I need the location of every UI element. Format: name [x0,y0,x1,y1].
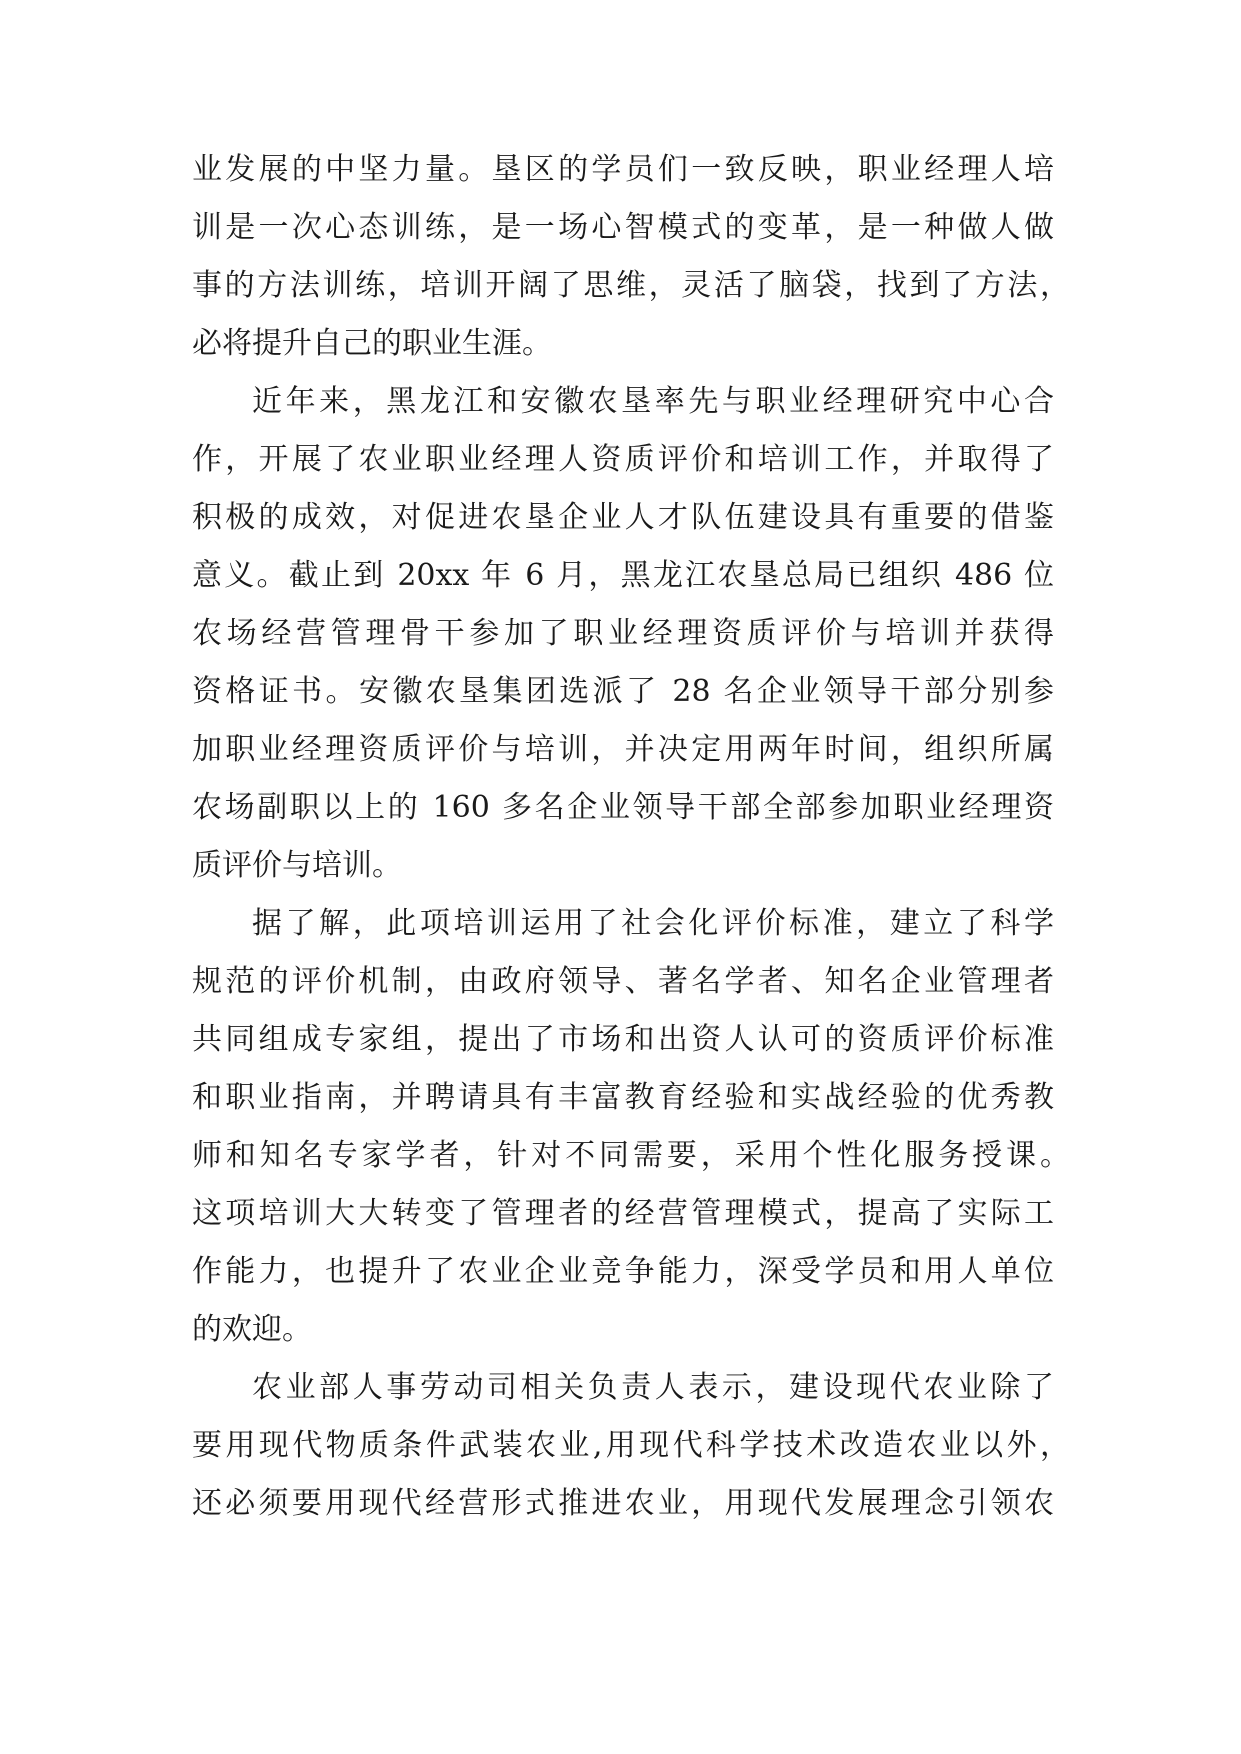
text-line: 事的方法训练，培训开阔了思维，灵活了脑袋，找到了方法， [192,268,1070,303]
text-line: 作，开展了农业职业经理人资质评价和培训工作，并取得了 [192,442,1054,477]
paragraph-first-line: 近年来，黑龙江和安徽农垦率先与职业经理研究中心合 [252,384,1054,419]
text-line: 作能力，也提升了农业企业竞争能力，深受学员和用人单位 [192,1254,1054,1289]
text-line: 这项培训大大转变了管理者的经营管理模式，提高了实际工 [192,1196,1054,1231]
paragraph-first-line: 农业部人事劳动司相关负责人表示，建设现代农业除了 [252,1370,1054,1405]
text-line: 必将提升自己的职业生涯。 [192,326,552,361]
text-line: 要用现代物质条件武装农业,用现代科学技术改造农业以外， [192,1428,1070,1463]
text-line: 加职业经理资质评价与培训，并决定用两年时间，组织所属 [192,732,1054,767]
text-line: 训是一次心态训练，是一场心智模式的变革，是一种做人做 [192,210,1054,245]
text-line: 规范的评价机制，由政府领导、著名学者、知名企业管理者 [192,964,1054,999]
text-line: 积极的成效，对促进农垦企业人才队伍建设具有重要的借鉴 [192,500,1054,535]
text-line: 的欢迎。 [192,1312,312,1347]
text-line: 师和知名专家学者，针对不同需要，采用个性化服务授课。 [192,1138,1070,1173]
text-line: 意义。截止到 20xx 年 6 月，黑龙江农垦总局已组织 486 位 [192,558,1054,593]
text-line: 农场经营管理骨干参加了职业经理资质评价与培训并获得 [192,616,1054,651]
text-line: 农场副职以上的 160 多名企业领导干部全部参加职业经理资 [192,790,1054,825]
text-line: 和职业指南，并聘请具有丰富教育经验和实战经验的优秀教 [192,1080,1054,1115]
text-line: 质评价与培训。 [192,848,402,883]
paragraph-first-line: 据了解，此项培训运用了社会化评价标准，建立了科学 [252,906,1054,941]
text-line: 业发展的中坚力量。垦区的学员们一致反映，职业经理人培 [192,152,1054,187]
text-line: 还必须要用现代经营形式推进农业，用现代发展理念引领农 [192,1486,1054,1521]
text-line: 共同组成专家组，提出了市场和出资人认可的资质评价标准 [192,1022,1054,1057]
text-line: 资格证书。安徽农垦集团选派了 28 名企业领导干部分别参 [192,674,1054,709]
